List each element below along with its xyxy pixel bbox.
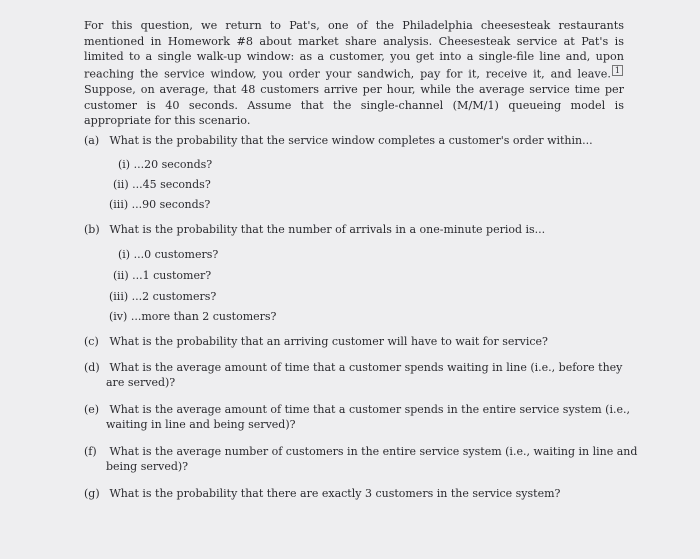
list-item — [118, 247, 218, 262]
question-label: (e) — [84, 403, 100, 416]
item-label: (iii) — [109, 290, 129, 303]
question-text: waiting in line and being served)? — [106, 418, 296, 431]
question-e-continued — [106, 417, 296, 432]
question-a — [84, 133, 593, 148]
question-text: What is the average number of customers in the entire service system (i.e., waiting in line and — [109, 445, 638, 458]
question-text: What is the average amount of time that a customer spends waiting in line (i.e., before they — [109, 361, 623, 374]
item-text: ...1 customer? — [132, 269, 212, 282]
question-text: What is the probability that there are exactly 3 customers in the service system? — [109, 487, 561, 500]
item-text: ...more than 2 customers? — [130, 310, 277, 323]
list-item — [109, 197, 210, 212]
question-c — [84, 334, 548, 349]
question-label: (f) — [84, 445, 97, 458]
question-label: (g) — [84, 487, 100, 500]
item-label: (i) — [118, 248, 131, 261]
question-d — [84, 360, 622, 375]
question-text: are served)? — [106, 376, 176, 389]
question-text: being served)? — [106, 460, 189, 473]
item-text: ...0 customers? — [133, 248, 219, 261]
question-label: (d) — [84, 361, 100, 374]
question-d-continued — [106, 375, 175, 390]
question-text: What is the average amount of time that a customer spends in the entire service system (i.e., — [109, 403, 630, 416]
question-f-continued — [106, 459, 188, 474]
question-e — [84, 402, 630, 417]
question-label: (b) — [84, 223, 100, 236]
item-label: (ii) — [113, 178, 129, 191]
question-g — [84, 486, 560, 501]
item-text: ...2 customers? — [131, 290, 217, 303]
question-text: What is the probability that an arriving customer will have to wait for service? — [109, 335, 548, 348]
item-text: ...20 seconds? — [133, 158, 213, 171]
question-label: (c) — [84, 335, 99, 348]
item-label: (ii) — [113, 269, 129, 282]
item-label: (iii) — [109, 198, 129, 211]
question-text: What is the probability that the service window completes a customer's order within... — [109, 134, 593, 147]
intro-text-part1: For this question, we return to Pat's, one of the Philadelphia cheesesteak restaurants mentioned in Homework #8 about market share analysis. Cheesesteak service at Pat's is limited to a single walk-up window: as a customer, you get into a single-file line and, upon reaching the service window, you order your sandwich, pay for it, receive it, and leave. — [84, 19, 624, 81]
question-f — [84, 444, 637, 459]
intro-paragraph — [84, 18, 624, 129]
list-item — [109, 289, 216, 304]
question-label: (a) — [84, 134, 100, 147]
list-item — [113, 177, 211, 192]
list-item — [113, 268, 211, 283]
list-item — [109, 309, 276, 324]
item-text: ...90 seconds? — [131, 198, 211, 211]
list-item — [118, 157, 212, 172]
intro-text-part2: Suppose, on average, that 48 customers arrive per hour, while the average service time per customer is 40 seconds. Assume that the single-channel (M/M/1) queueing model is appropriate for this scenario. — [84, 83, 624, 128]
question-b — [84, 222, 545, 237]
item-label: (iv) — [109, 310, 128, 323]
item-text: ...45 seconds? — [132, 178, 211, 191]
question-text: What is the probability that the number of arrivals in a one-minute period is... — [109, 223, 546, 236]
item-label: (i) — [118, 158, 131, 171]
footnote-marker[interactable]: 1 — [612, 65, 623, 76]
